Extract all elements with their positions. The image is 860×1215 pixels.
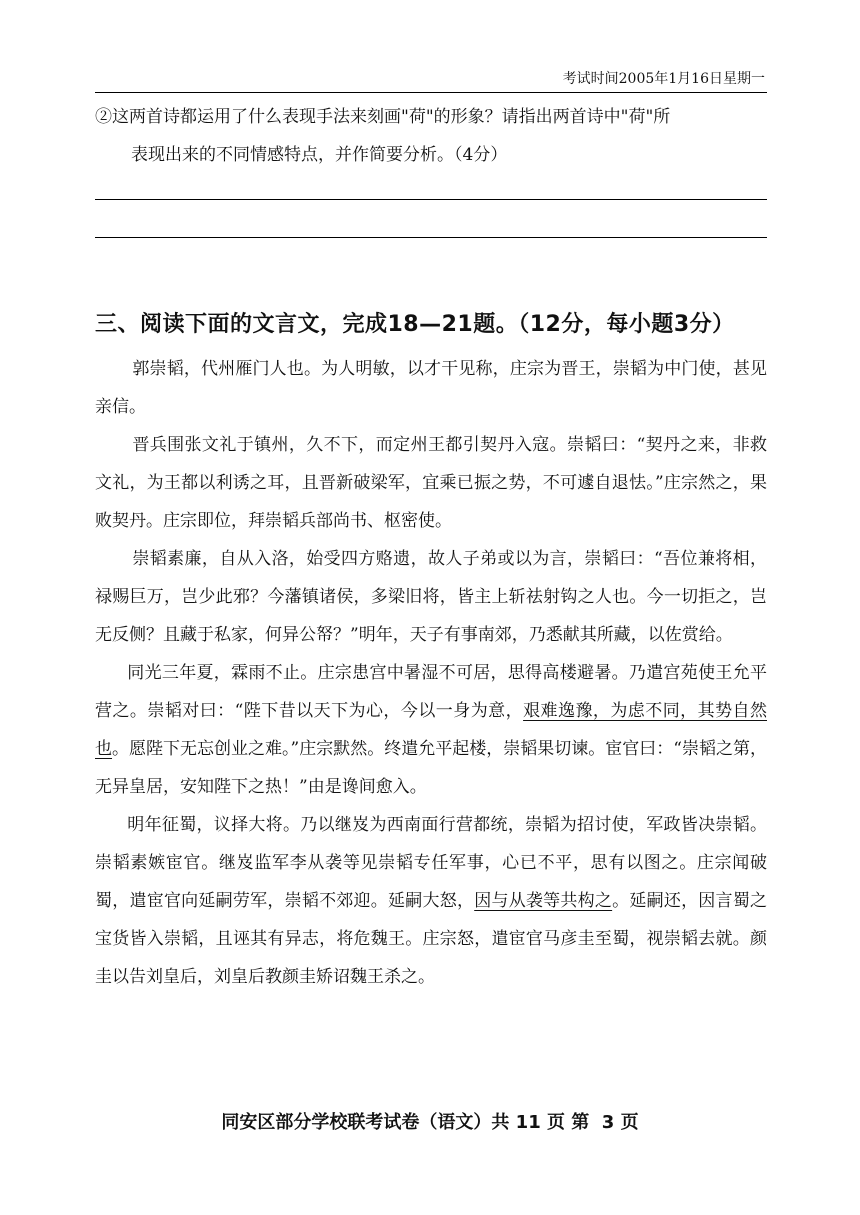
question-2 [95, 98, 767, 174]
page-footer: 同安区部分学校联考试卷（语文）共 11 页 第 3 页 [221, 1112, 639, 1133]
passage-paragraph-4 [95, 654, 767, 806]
question-line-1: ②这两首诗都运用了什么表现手法来刻画"荷"的形象？请指出两首诗中"荷"所 [95, 107, 671, 127]
underlined-sentence-1: 艰难逸豫，为虑不同，其势自然也 [95, 701, 767, 759]
answer-line-2[interactable] [95, 237, 767, 238]
classical-passage [95, 350, 767, 996]
question-line-2: 表现出来的不同情感特点，并作简要分析。（4分） [131, 145, 508, 165]
header-divider [95, 92, 767, 93]
exam-date-header: 考试时间2005年1月16日星期一 [562, 71, 765, 87]
underlined-sentence-2: 因与从袭等共构之 [474, 891, 613, 911]
section-title: 三、阅读下面的文言文，完成18—21题。（12分，每小题3分） [95, 312, 735, 337]
paragraph-5-text-a: 明年征蜀，议择大将。乃以继岌为西南面行营都统，崇韬为招讨使，军政皆决崇韬。崇韬素嫉宦官。继岌监军李从袭等见崇韬专任军事，心已不平，思有以图之。庄宗闻破蜀，遣宦官向延嗣劳军，崇韬不郊迎。延嗣大怒， [95, 815, 767, 911]
paragraph-4-text-a: 同光三年夏，霖雨不止。庄宗患宫中暑湿不可居，思得高楼避暑。乃遣宫苑使王允平营之。崇韬对曰：“陛下昔以天下为心，今以一身为意， [95, 663, 767, 721]
answer-line-1[interactable] [95, 199, 767, 200]
paragraph-4-text-b: 。愿陛下无忘创业之难。”庄宗默然。终遣允平起楼，崇韬果切谏。宦官曰：“崇韬之第，无异皇居，安知陛下之热！”由是谗间愈入。 [95, 739, 768, 797]
passage-paragraph-5 [95, 806, 767, 996]
paragraph-5-text-b: 。延嗣还，因言蜀之宝货皆入崇韬，且诬其有异志，将危魏王。庄宗怒，遣宦官马彦圭至蜀，视崇韬去就。颜圭以告刘皇后，刘皇后教颜圭矫诏魏王杀之。 [95, 891, 768, 987]
passage-paragraph-3: 崇韬素廉，自从入洛，始受四方赂遗，故人子弟或以为言，崇韬曰：“吾位兼将相，禄赐巨万，岂少此邪？今藩镇诸侯，多梁旧将，皆主上斩祛射钩之人也。今一切拒之，岂无反侧？且藏于私家，何异公帑？”明年，天子有事南郊，乃悉献其所藏，以佐赏给。 [95, 549, 767, 645]
passage-paragraph-1: 郭崇韬，代州雁门人也。为人明敏，以才干见称，庄宗为晋王，崇韬为中门使，甚见亲信。 [95, 359, 767, 417]
passage-paragraph-2: 晋兵围张文礼于镇州，久不下，而定州王都引契丹入寇。崇韬曰：“契丹之来，非救文礼，为王都以利诱之耳，且晋新破梁军，宜乘已振之势，不可遽自退怯。”庄宗然之，果败契丹。庄宗即位，拜崇韬兵部尚书、枢密使。 [95, 435, 767, 531]
